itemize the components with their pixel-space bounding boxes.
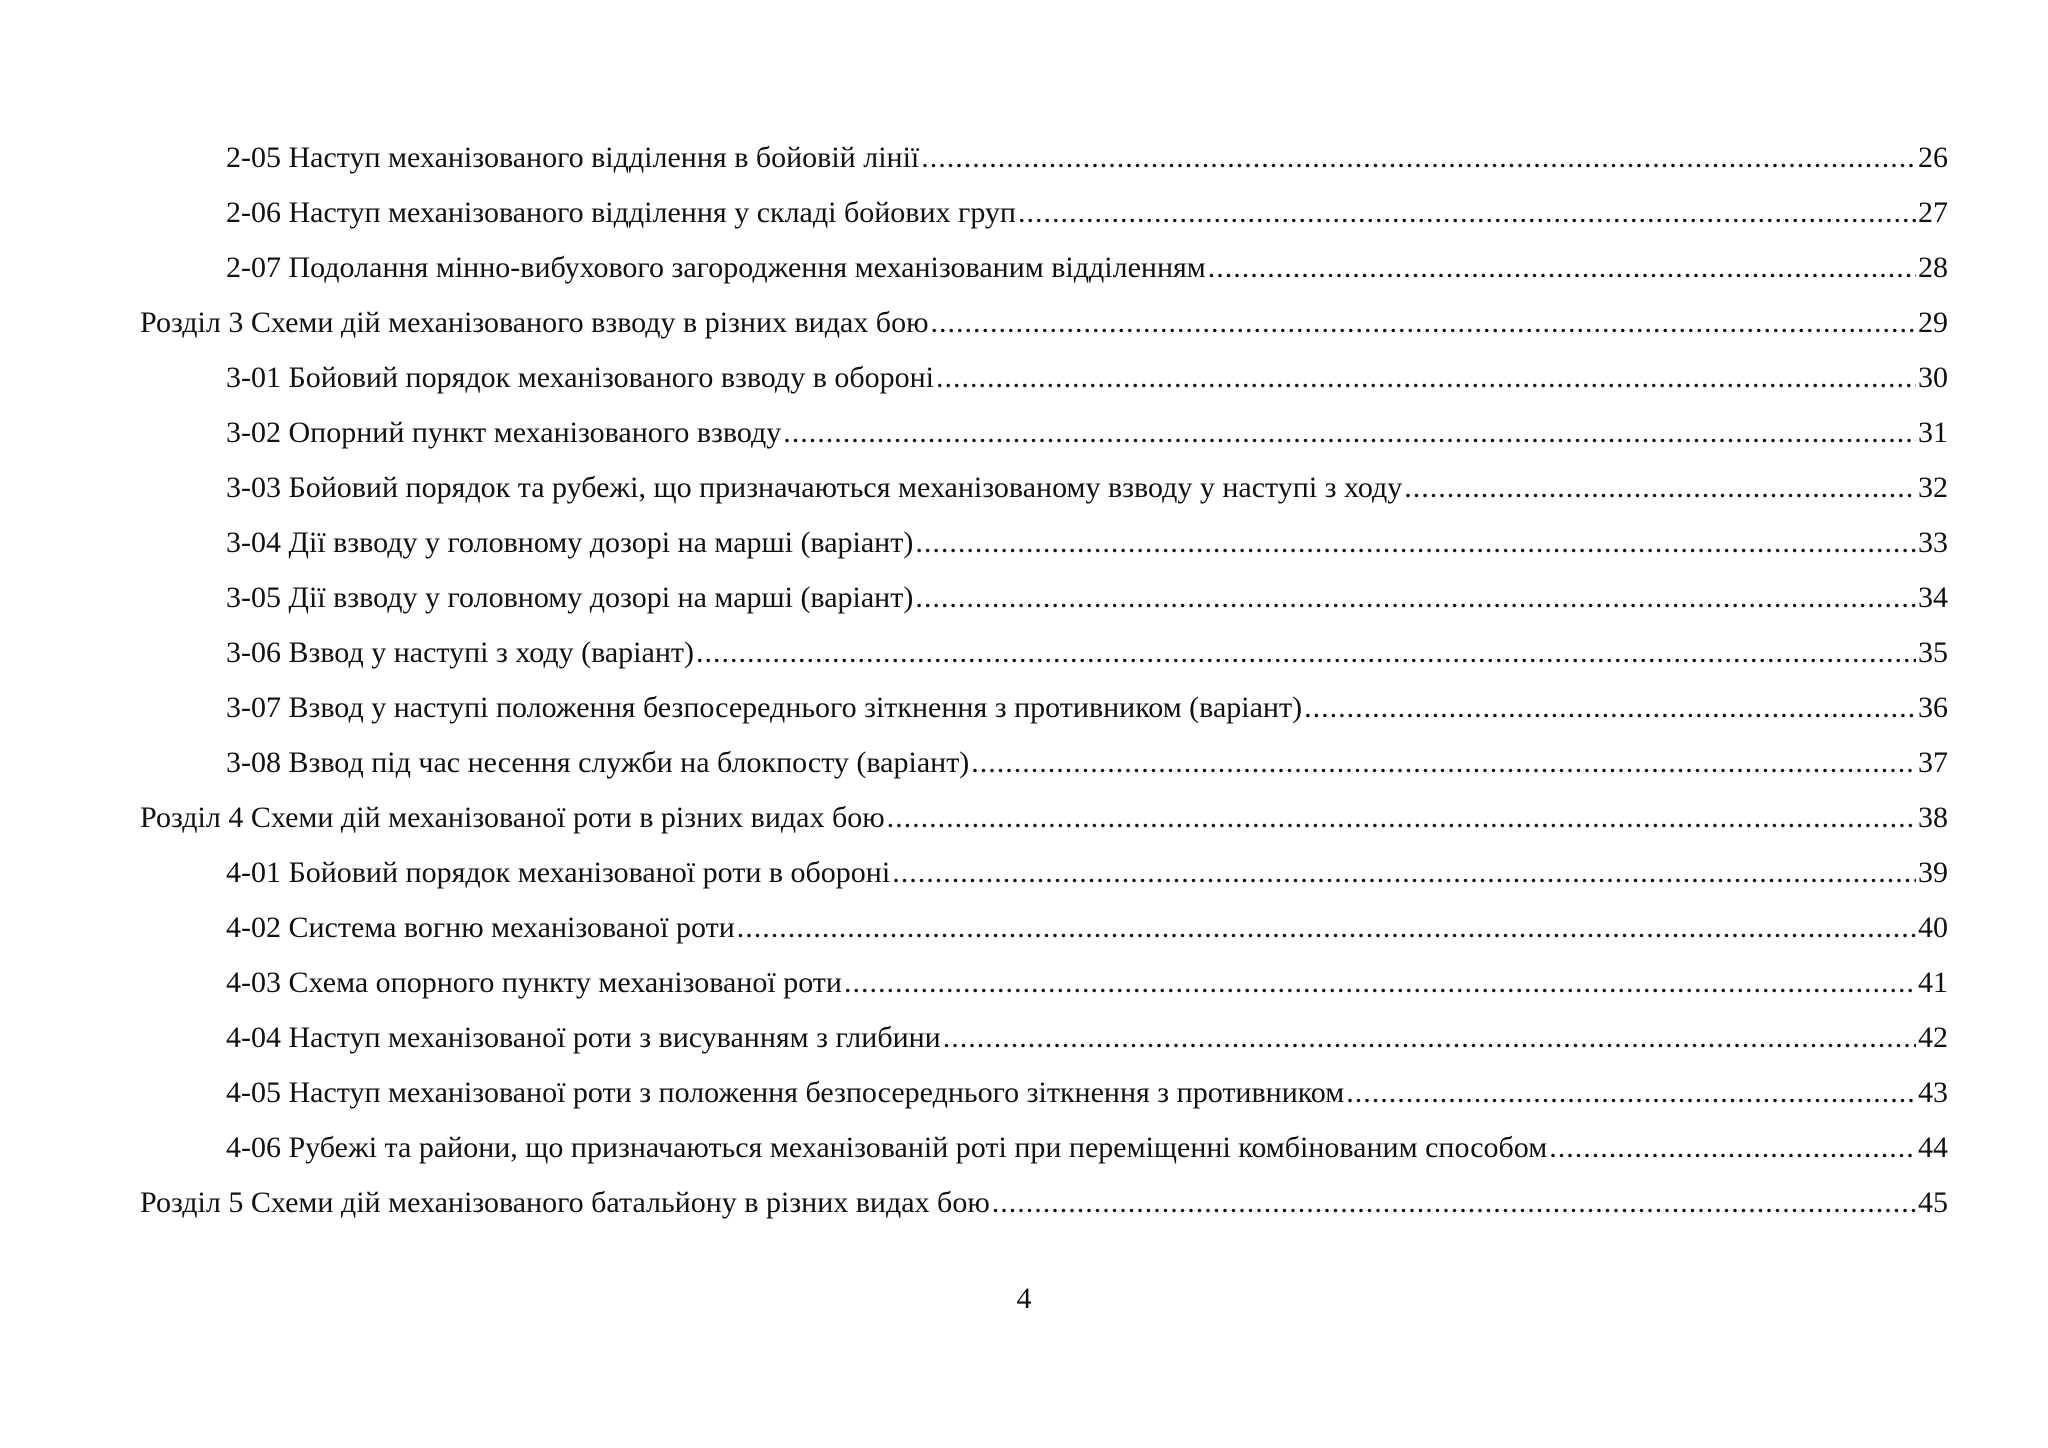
toc-entry-title: 4-02 Система вогню механізованої роти <box>226 911 735 944</box>
toc-entry[interactable] <box>140 853 1948 908</box>
toc-entry-page: 40 <box>1918 911 1948 944</box>
toc-entry[interactable] <box>140 413 1948 468</box>
toc-entry-page: 39 <box>1918 856 1948 889</box>
toc-entry[interactable] <box>140 138 1948 193</box>
dot-leader <box>737 908 1916 948</box>
toc-entry-title: 3-01 Бойовий порядок механізованого взводу в обороні <box>226 361 935 394</box>
dot-leader <box>887 798 1916 838</box>
toc-entry-page: 26 <box>1918 141 1948 174</box>
dot-leader <box>930 303 1916 343</box>
page-number: 4 <box>1016 1282 1032 1315</box>
dot-leader <box>1346 1073 1916 1113</box>
dot-leader <box>1208 248 1916 288</box>
toc-entry-title: 4-05 Наступ механізованої роти з положення безпосереднього зіткнення з противником <box>226 1076 1345 1109</box>
toc-entry-title: 4-03 Схема опорного пункту механізованої роти <box>226 966 842 999</box>
dot-leader <box>1549 1128 1916 1168</box>
toc-entry[interactable] <box>140 578 1948 633</box>
toc-entry-page: 37 <box>1918 746 1948 779</box>
toc-entry-page: 44 <box>1918 1131 1948 1164</box>
toc-entry-page: 33 <box>1918 526 1948 559</box>
dot-leader <box>1404 468 1916 508</box>
toc-entry-page: 34 <box>1918 581 1948 614</box>
dot-leader <box>915 578 1916 618</box>
dot-leader <box>1018 193 1916 233</box>
toc-entry[interactable] <box>140 523 1948 578</box>
toc-entry-page: 35 <box>1918 636 1948 669</box>
toc-entry[interactable] <box>140 193 1948 248</box>
toc-section-entry[interactable] <box>140 303 1948 358</box>
dot-leader <box>1304 688 1916 728</box>
dot-leader <box>971 743 1916 783</box>
dot-leader <box>915 523 1916 563</box>
toc-entry-page: 41 <box>1918 966 1948 999</box>
toc-entry-page: 28 <box>1918 251 1948 284</box>
dot-leader <box>696 633 1916 673</box>
toc-entry-title: 2-05 Наступ механізованого відділення в бойовій лінії <box>226 141 920 174</box>
toc-entry[interactable] <box>140 248 1948 303</box>
toc-entry-title: 4-06 Рубежі та райони, що призначаються механізованій роті при переміщенні комбінованим способом <box>226 1131 1548 1164</box>
dot-leader <box>943 1018 1916 1058</box>
table-of-contents <box>140 138 1948 1238</box>
toc-entry[interactable] <box>140 1128 1948 1183</box>
toc-entry-title: 3-04 Дії взводу у головному дозорі на марші (варіант) <box>226 526 914 559</box>
toc-entry[interactable] <box>140 1018 1948 1073</box>
dot-leader <box>844 963 1916 1003</box>
toc-entry[interactable] <box>140 688 1948 743</box>
toc-entry-page: 43 <box>1918 1076 1948 1109</box>
toc-entry-title: 3-07 Взвод у наступі положення безпосереднього зіткнення з противником (варіант) <box>226 691 1303 724</box>
dot-leader <box>783 413 1916 453</box>
toc-entry-title: 2-06 Наступ механізованого відділення у складі бойових груп <box>226 196 1016 229</box>
toc-entry-title: Розділ 4 Схеми дій механізованої роти в різних видах бою <box>140 801 885 834</box>
toc-entry[interactable] <box>140 963 1948 1018</box>
toc-entry-page: 31 <box>1918 416 1948 449</box>
toc-entry-page: 42 <box>1918 1021 1948 1054</box>
toc-entry-page: 45 <box>1918 1186 1948 1219</box>
toc-entry-title: 3-03 Бойовий порядок та рубежі, що призначаються механізованому взводу у наступі з ходу <box>226 471 1403 504</box>
toc-entry[interactable] <box>140 468 1948 523</box>
toc-entry[interactable] <box>140 1073 1948 1128</box>
dot-leader <box>892 853 1916 893</box>
dot-leader <box>921 138 1916 178</box>
toc-entry-page: 29 <box>1918 306 1948 339</box>
toc-entry-title: 4-01 Бойовий порядок механізованої роти в обороні <box>226 856 891 889</box>
dot-leader <box>936 358 1916 398</box>
toc-entry-title: 2-07 Подолання мінно-вибухового загородження механізованим відділенням <box>226 251 1206 284</box>
dot-leader <box>992 1183 1916 1223</box>
toc-entry-page: 36 <box>1918 691 1948 724</box>
toc-entry[interactable] <box>140 633 1948 688</box>
toc-entry[interactable] <box>140 743 1948 798</box>
toc-entry-title: 3-06 Взвод у наступі з ходу (варіант) <box>226 636 694 669</box>
toc-entry-title: 3-05 Дії взводу у головному дозорі на марші (варіант) <box>226 581 914 614</box>
toc-entry-page: 30 <box>1918 361 1948 394</box>
toc-entry-title: 3-08 Взвод під час несення служби на блокпосту (варіант) <box>226 746 970 779</box>
toc-entry[interactable] <box>140 358 1948 413</box>
toc-entry-page: 38 <box>1918 801 1948 834</box>
toc-section-entry[interactable] <box>140 798 1948 853</box>
toc-section-entry[interactable] <box>140 1183 1948 1238</box>
toc-entry[interactable] <box>140 908 1948 963</box>
toc-entry-title: 3-02 Опорний пункт механізованого взводу <box>226 416 782 449</box>
toc-entry-title: Розділ 3 Схеми дій механізованого взводу в різних видах бою <box>140 306 929 339</box>
toc-entry-page: 27 <box>1918 196 1948 229</box>
toc-entry-title: Розділ 5 Схеми дій механізованого батальйону в різних видах бою <box>140 1186 990 1219</box>
toc-entry-title: 4-04 Наступ механізованої роти з висуванням з глибини <box>226 1021 941 1054</box>
toc-entry-page: 32 <box>1918 471 1948 504</box>
